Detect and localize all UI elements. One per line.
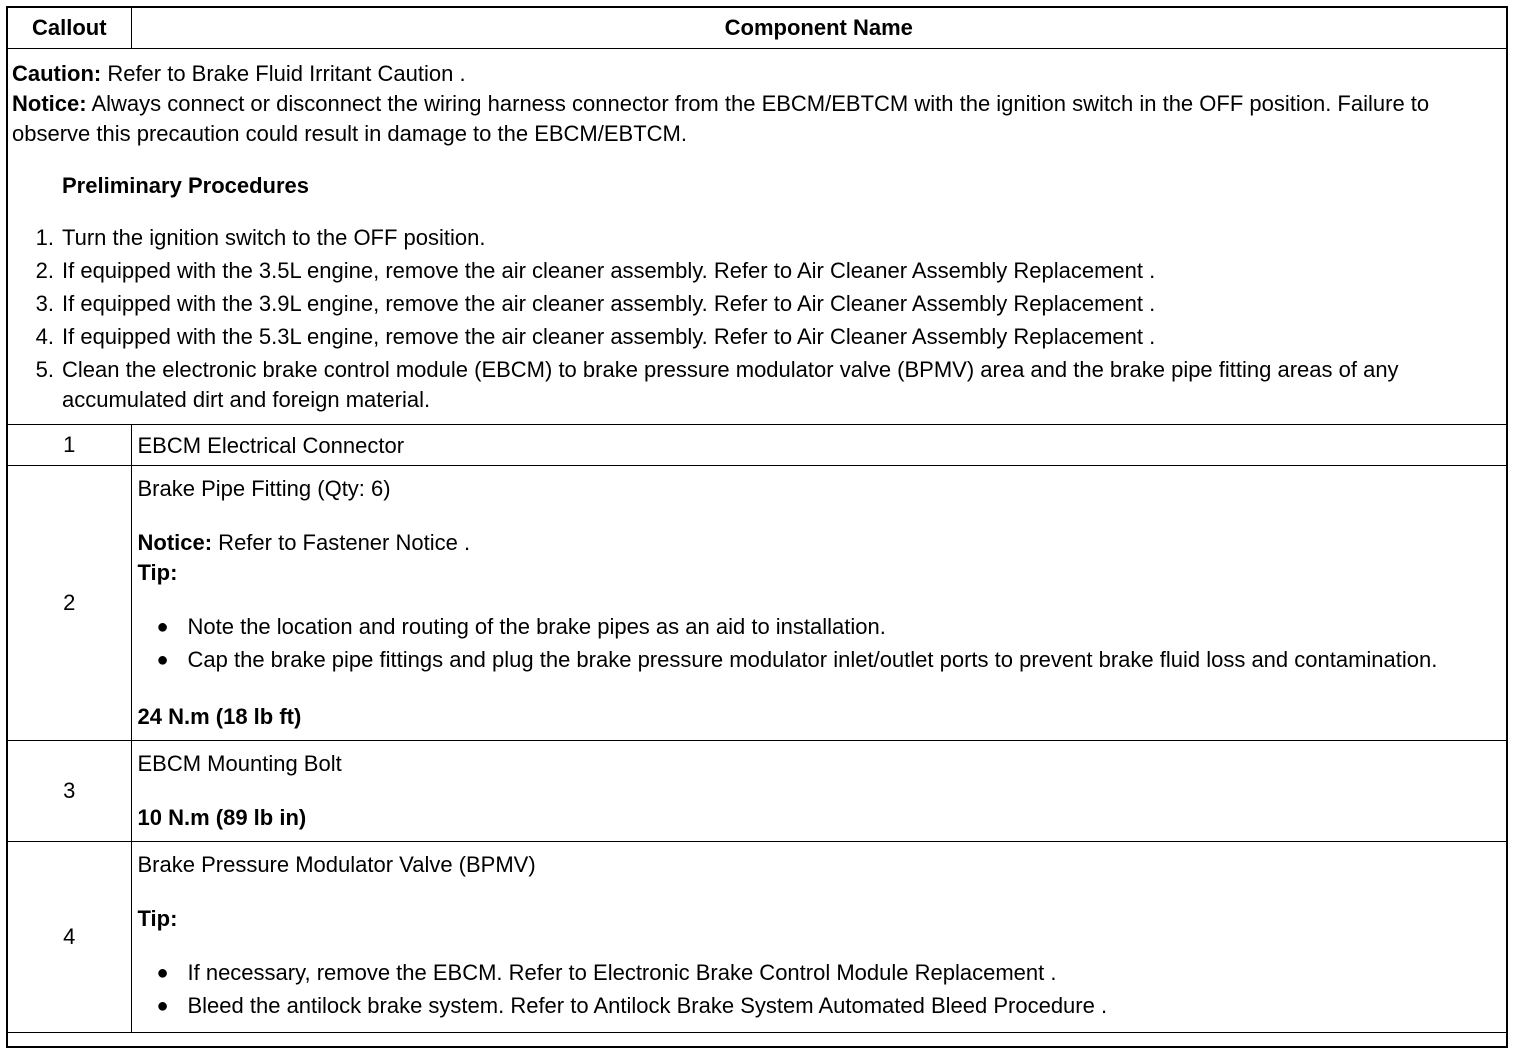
- caution-text: Refer to Brake Fluid Irritant Caution .: [101, 61, 466, 86]
- list-item: [12, 289, 1502, 319]
- list-item: [12, 256, 1502, 286]
- tip-list: [138, 612, 1501, 675]
- step-text: Turn the ignition switch to the OFF position.: [62, 225, 486, 250]
- notice-text: Refer to Fastener Notice .: [212, 530, 471, 555]
- step-number: 4.: [35, 324, 54, 349]
- notice-line: [12, 89, 1502, 149]
- list-item: [138, 612, 1501, 642]
- list-item: [12, 223, 1502, 253]
- component-name: EBCM Mounting Bolt: [137, 751, 342, 776]
- component-name-header: Component Name: [131, 8, 1506, 49]
- component-name: EBCM Electrical Connector: [137, 433, 405, 458]
- caution-label: Caution:: [12, 61, 102, 86]
- tip-text: Cap the brake pipe fittings and plug the brake pressure modulator inlet/outlet ports to prevent brake fluid loss and contamination.: [187, 647, 1438, 672]
- table-row: [8, 842, 1506, 1033]
- preliminary-row: [8, 49, 1506, 425]
- component-cell: [131, 425, 1506, 466]
- component-cell: [131, 842, 1506, 1033]
- step-number: 1.: [35, 225, 54, 250]
- bullet-icon: ●: [156, 616, 169, 638]
- torque-spec: 10 N.m (89 lb in): [137, 805, 307, 830]
- callout-header: Callout: [8, 8, 131, 49]
- component-name: Brake Pipe Fitting (Qty: 6): [137, 476, 391, 501]
- component-name: Brake Pressure Modulator Valve (BPMV): [137, 852, 536, 877]
- tip-label: Tip:: [137, 560, 178, 585]
- tip-text: Note the location and routing of the brake pipes as an aid to installation.: [187, 614, 886, 639]
- callout-number: 3: [8, 741, 131, 842]
- preliminary-title: Preliminary Procedures: [62, 173, 310, 198]
- list-item: [138, 991, 1501, 1021]
- list-item: [12, 355, 1502, 415]
- step-text: Clean the electronic brake control module (EBCM) to brake pressure modulator valve (BPMV) area and the brake pipe fitting areas of any accumulated dirt and foreign material.: [62, 357, 1399, 412]
- header-row: [8, 8, 1506, 49]
- tip-list: [138, 958, 1501, 1021]
- preliminary-cell: [8, 49, 1506, 425]
- step-text: If equipped with the 3.5L engine, remove the air cleaner assembly. Refer to Air Cleaner Assembly Replacement .: [62, 258, 1156, 283]
- step-text: If equipped with the 3.9L engine, remove the air cleaner assembly. Refer to Air Cleaner Assembly Replacement .: [62, 291, 1156, 316]
- callout-number: 1: [8, 425, 131, 466]
- table-row: [8, 741, 1506, 842]
- tip-text: Bleed the antilock brake system. Refer to Antilock Brake System Automated Bleed Procedure .: [187, 993, 1108, 1018]
- component-cell: [131, 466, 1506, 741]
- caution-line: [12, 59, 1502, 89]
- torque-spec: 24 N.m (18 lb ft): [137, 704, 302, 729]
- procedure-table: [8, 8, 1506, 1033]
- list-item: [138, 958, 1501, 988]
- notice-label: Notice:: [137, 530, 213, 555]
- bullet-icon: ●: [156, 962, 169, 984]
- notice-line: [138, 528, 1501, 558]
- tip-text: If necessary, remove the EBCM. Refer to Electronic Brake Control Module Replacement .: [187, 960, 1057, 985]
- list-item: [12, 322, 1502, 352]
- callout-number: 2: [8, 466, 131, 741]
- notice-label: Notice:: [12, 91, 87, 116]
- callout-number: 4: [8, 842, 131, 1033]
- table-row: [8, 466, 1506, 741]
- step-text: If equipped with the 5.3L engine, remove the air cleaner assembly. Refer to Air Cleaner Assembly Replacement .: [62, 324, 1156, 349]
- procedure-table-frame: [6, 6, 1508, 1048]
- bullet-icon: ●: [156, 995, 169, 1017]
- bullet-icon: ●: [156, 649, 169, 671]
- list-item: [138, 645, 1501, 675]
- notice-text: Always connect or disconnect the wiring harness connector from the EBCM/EBTCM with the ignition switch in the OFF position. Failure to observe this precaution could result in damage to the EBCM/EBTCM.: [12, 91, 1430, 146]
- step-number: 5.: [35, 357, 54, 382]
- step-number: 2.: [35, 258, 54, 283]
- component-cell: [131, 741, 1506, 842]
- step-number: 3.: [35, 291, 54, 316]
- preliminary-steps: [12, 223, 1502, 415]
- table-row: [8, 425, 1506, 466]
- tip-label: Tip:: [137, 906, 178, 931]
